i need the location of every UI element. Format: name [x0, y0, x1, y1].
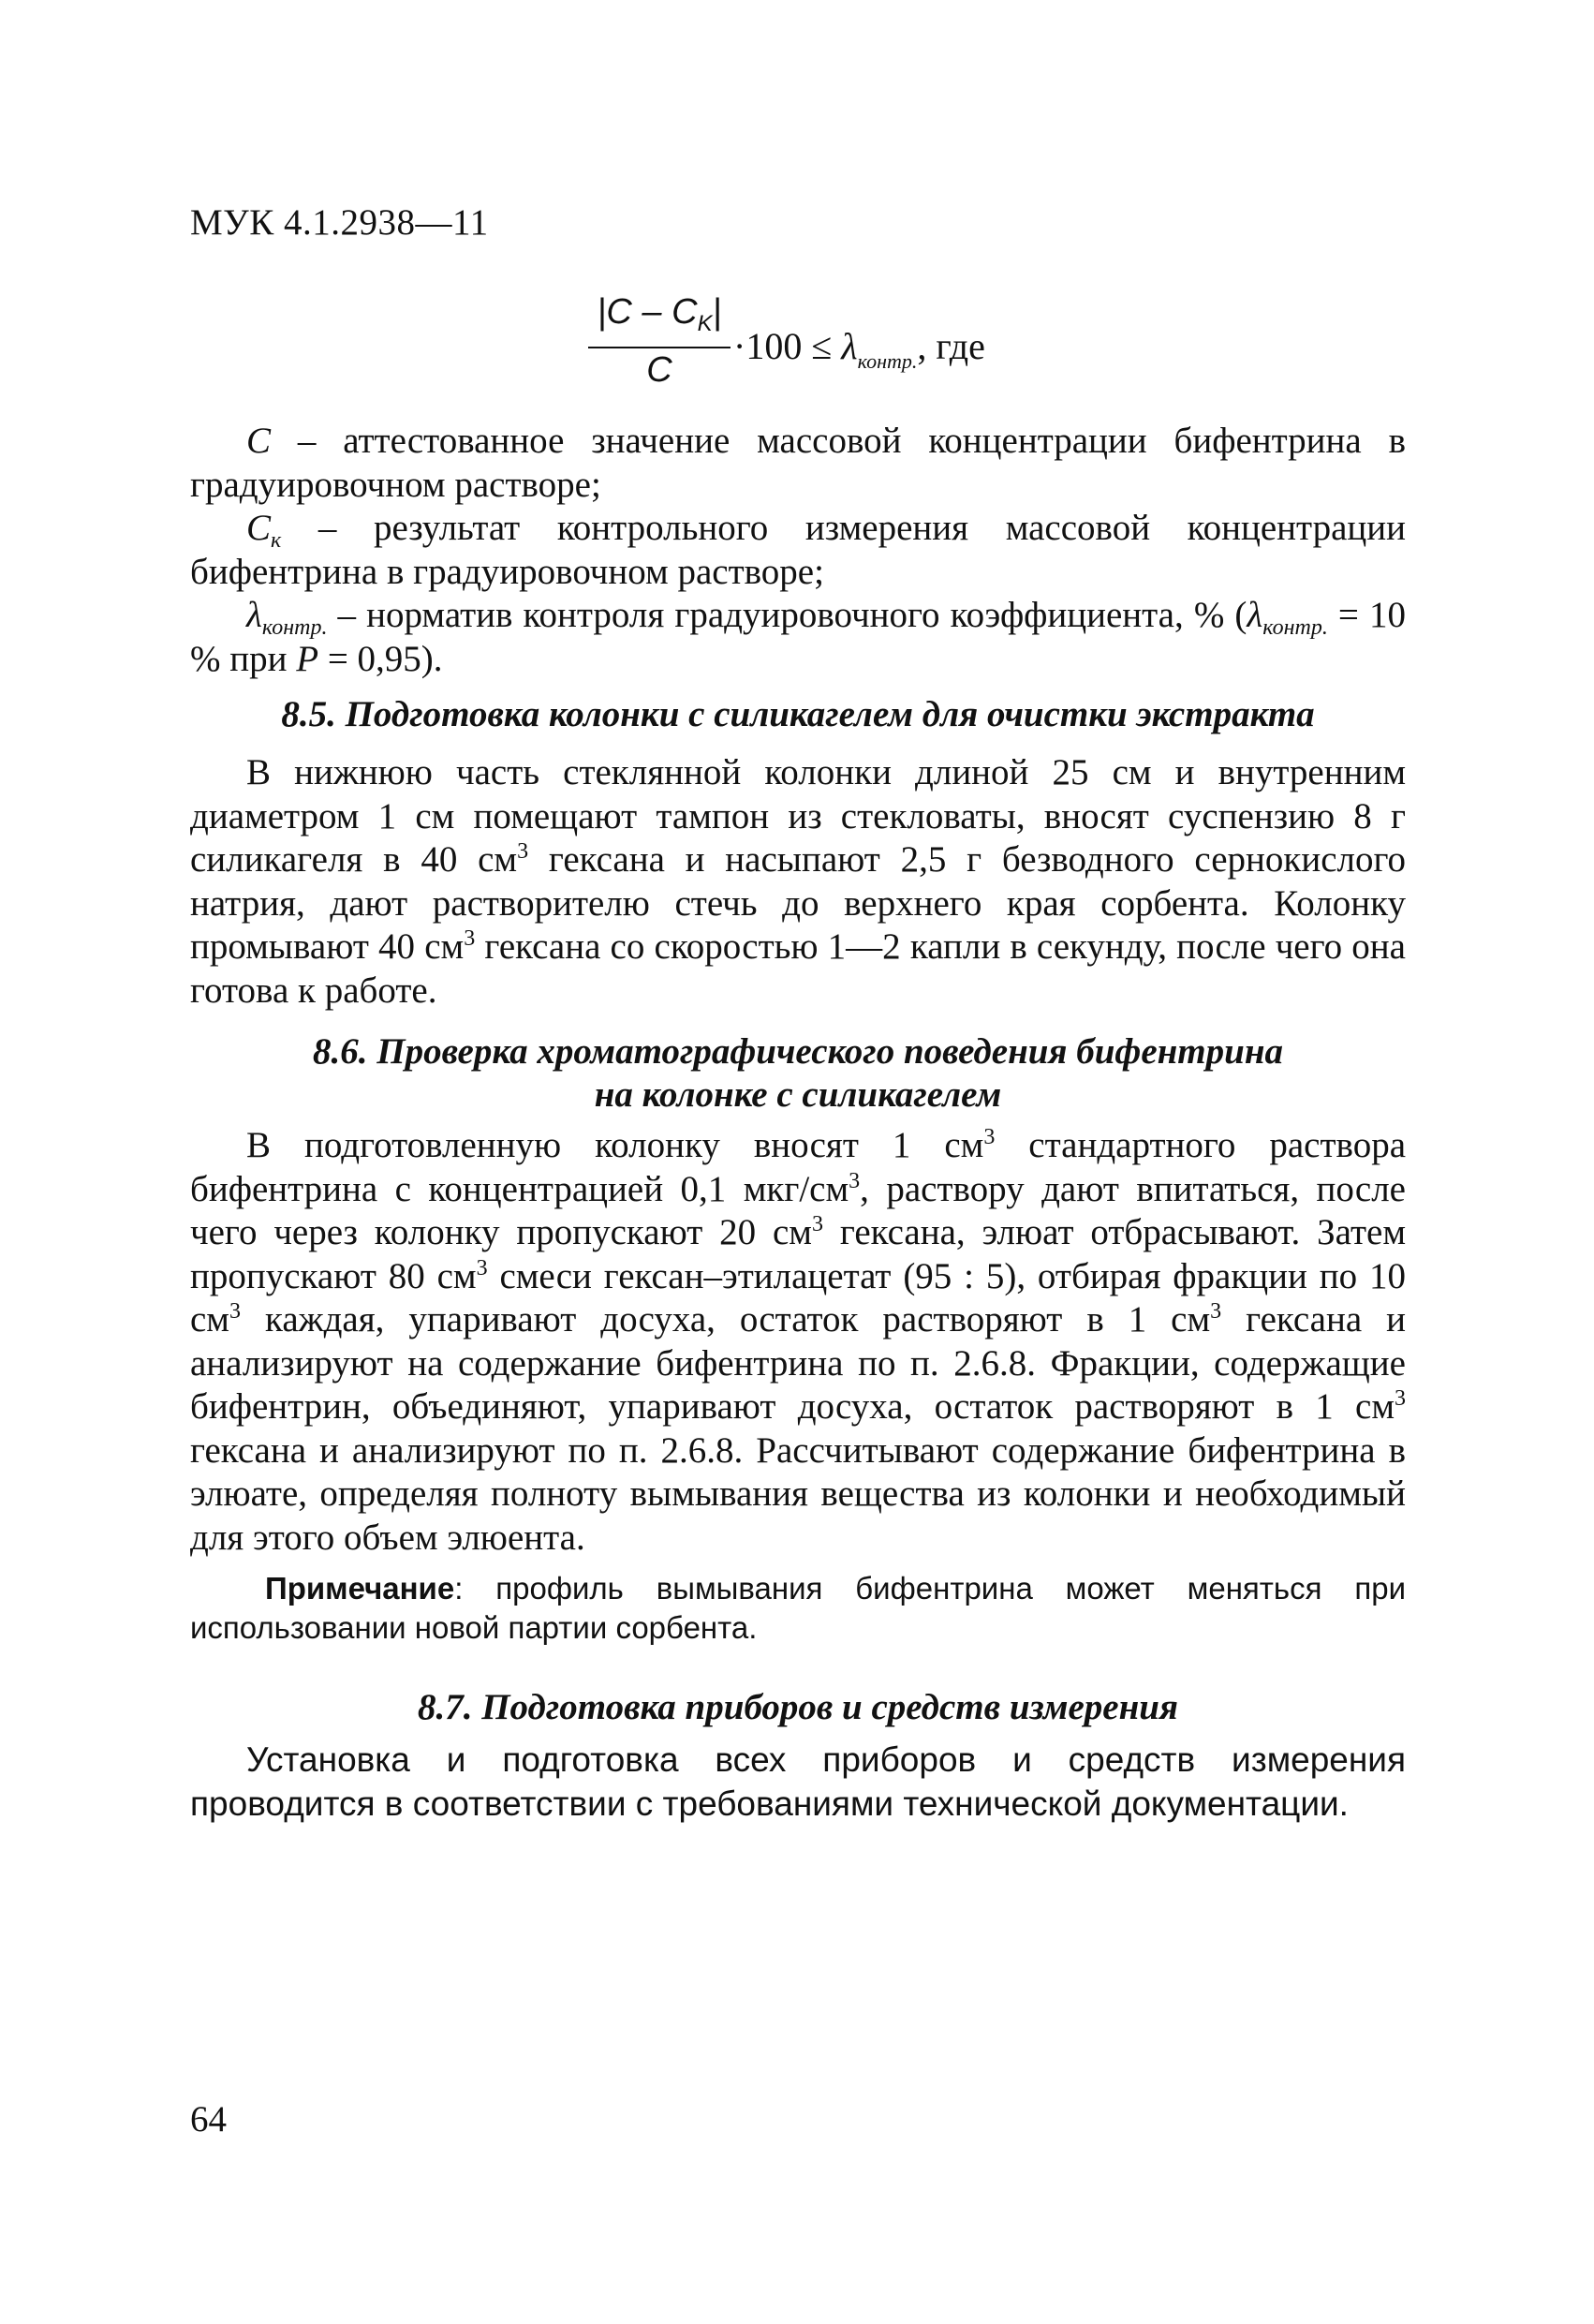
- definition-ck: $С_к$ – результат контрольного измерения массовой концентрации бифентрина в градуировочном растворе;: [190, 508, 1406, 592]
- page-number: 64: [190, 2099, 227, 2139]
- section-8-6-paragraph: В подготовленную колонку вносят 1 $см^3$ стандартного раствора бифентрина с концентрацией 0,1 мкг/$см^3$, раствору дают впитаться, после чего через колонку пропускают 20 $см^3$ гексана, элюат отбрасывают. Затем пропускают 80 $см^3$ смеси гексан–этилацетат (95 : 5), отбирая фракции по 10 $см^3$ каждая, упаривают досуха, остаток растворяют в 1 $см^3$ гексана и анализируют на содержание бифентрина по п. 2.6.8. Фракции, содержащие бифентрин, объединяют, упаривают досуха, остаток растворяют в 1 $см^3$ гексана и анализируют по п. 2.6.8. Рассчитывают содержание бифентрина в элюате, определяя полноту вымывания вещества из колонки и необходимый для этого объем элюента.: [190, 1125, 1407, 1558]
- control-formula: [588, 292, 1075, 395]
- definition-lambda: $\lambda_{контр.}$ – норматив контроля градуировочного коэффициента, % ($\lambda_{контр.} = 10$ % при Р = 0,95).: [190, 595, 1406, 679]
- section-heading-8-6: 8.6. Проверка хроматографического поведения бифентрина на колонке с силикагелем: [313, 1031, 1283, 1115]
- note-paragraph: Примечание: профиль вымывания бифентрина может меняться при использовании новой партии сорбента.: [190, 1571, 1406, 1645]
- formula-denominator: C: [646, 350, 672, 390]
- formula-inequality: $\cdot 100 \le \lambda_{контр.}$, где: [733, 325, 985, 373]
- section-8-5-paragraph: В нижнюю часть стеклянной колонки длиной 25 см и внутренним диаметром 1 см помещают тампон из стекловаты, вносят суспензию 8 г силикагеля в 40 $см^3$ гексана и насыпают 2,5 г безводного сернокислого натрия, дают растворителю стечь до верхнего края сорбента. Колонку промывают 40 $см^3$ гексана со скоростью 1—2 капли в секунду, после чего она готова к работе.: [190, 752, 1406, 1011]
- section-heading-8-7: 8.7. Подготовка приборов и средств измерения: [417, 1687, 1179, 1727]
- formula-numerator: $|C - C_K|$: [597, 292, 722, 336]
- formula-fraction: [588, 292, 731, 395]
- fraction-bar: [588, 347, 731, 348]
- section-heading-8-5: 8.5. Подготовка колонки с силикагелем для очистки экстракта: [281, 694, 1315, 734]
- section-8-7-paragraph: Установка и подготовка всех приборов и средств измерения проводится в соответствии с требованиями технической документации.: [190, 1740, 1406, 1823]
- document-code: МУК 4.1.2938—11: [190, 202, 489, 243]
- definition-c: С – аттестованное значение массовой концентрации бифентрина в градуировочном растворе;: [190, 421, 1406, 505]
